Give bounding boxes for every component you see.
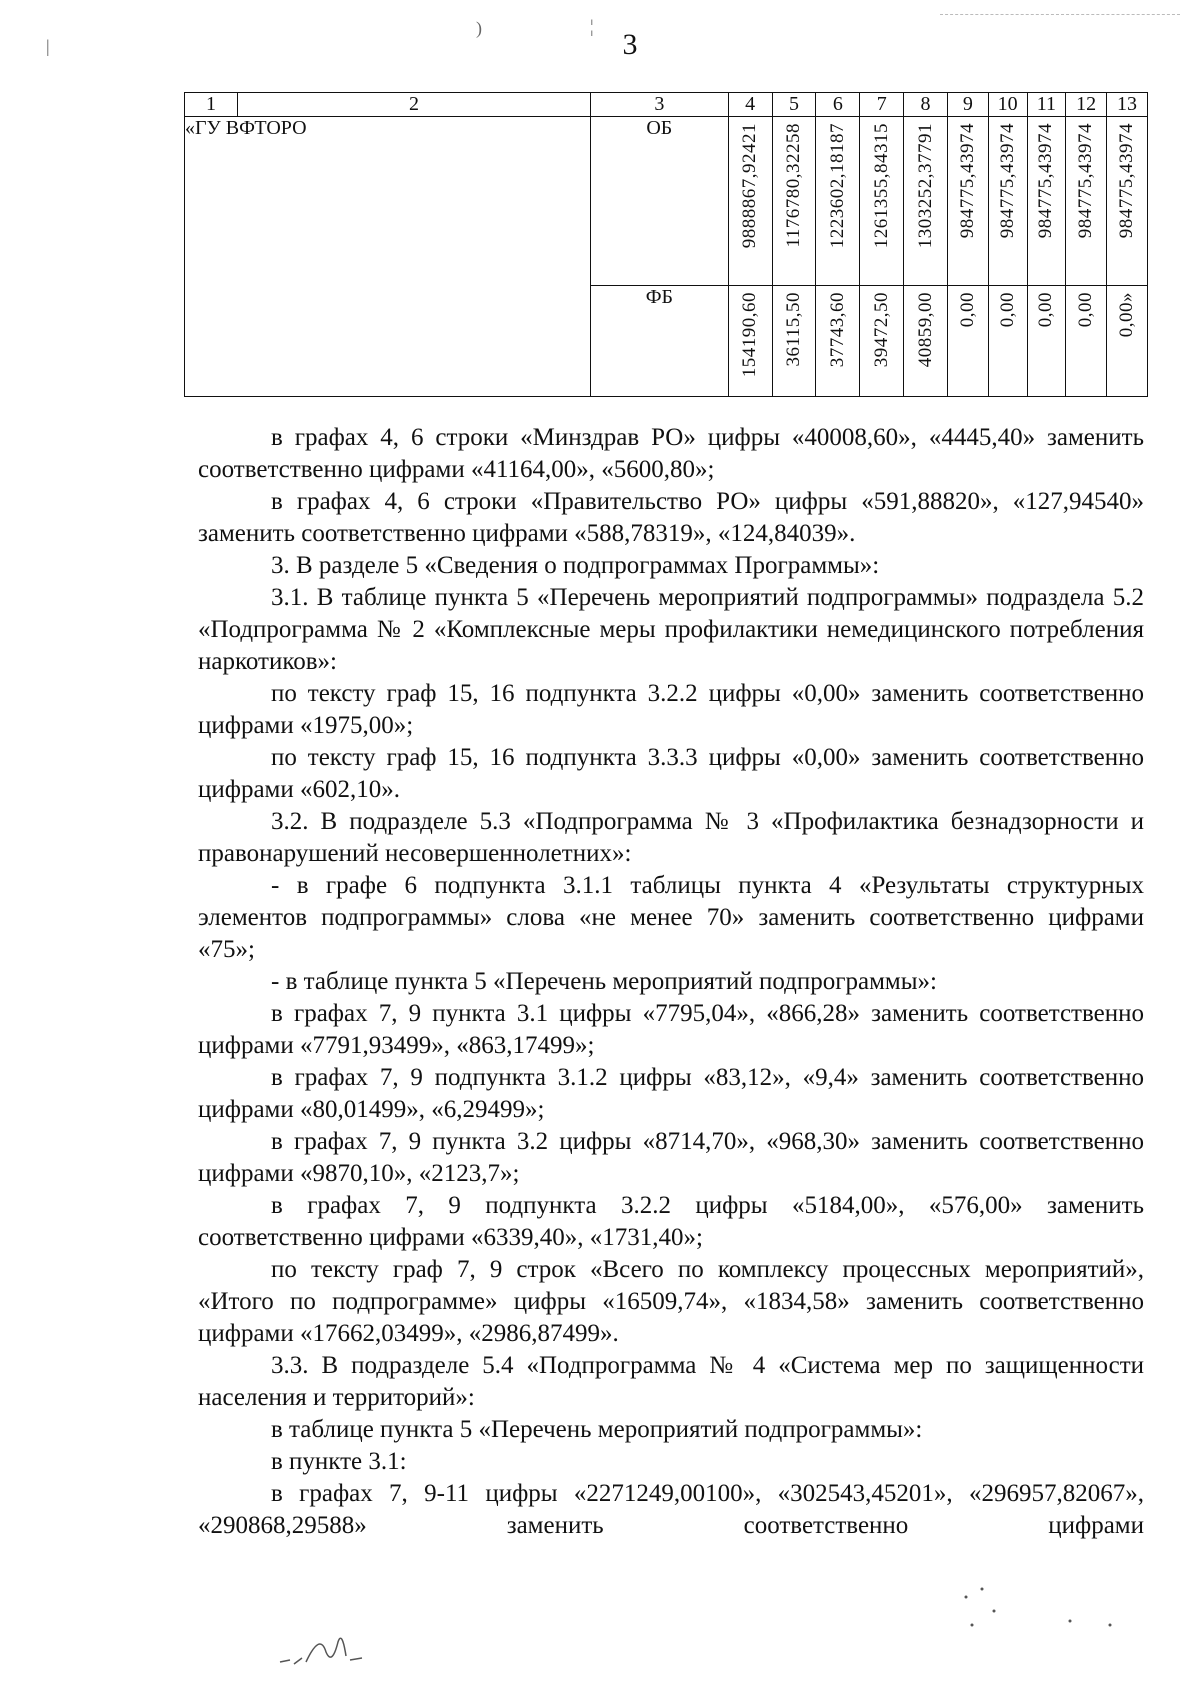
value-text: 0,00 <box>956 292 978 328</box>
value-text: 39472,50 <box>870 292 892 368</box>
column-number: 2 <box>238 93 591 117</box>
paragraph: 3. В разделе 5 «Сведения о подпрограммах Программы»: <box>271 552 880 579</box>
value-text: 1176780,32258 <box>782 123 804 248</box>
value-cell <box>816 286 860 397</box>
paragraph: по тексту граф 7, 9 строк «Всего по комплексу процессных мероприятий», «Итого по подпрограмме» цифры «16509,74», «1834,58» заменить соответственно цифрами «17662,03499», «2986,87499». <box>198 1256 1144 1347</box>
scan-artifact-mark: ¦ <box>590 16 594 36</box>
value-text: 984775,43974 <box>1035 123 1057 239</box>
value-cell <box>904 117 948 286</box>
paragraph: по тексту граф 15, 16 подпункта 3.3.3 цифры «0,00» заменить соответственно цифрами «602,10». <box>198 744 1144 803</box>
column-number: 10 <box>988 93 1027 117</box>
paragraph: 3.2. В подразделе 5.3 «Подпрограмма № 3 «Профилактика безнадзорности и правонарушений несовершеннолетних»: <box>198 808 1144 867</box>
scan-artifact-line <box>940 14 1180 15</box>
value-cell <box>772 286 816 397</box>
value-text: 984775,43974 <box>1075 123 1097 239</box>
column-number: 12 <box>1066 93 1107 117</box>
value-text: 1261355,84315 <box>870 123 892 249</box>
value-cell <box>988 286 1027 397</box>
value-text: 984775,43974 <box>1116 123 1138 239</box>
page-number: 3 <box>622 28 638 61</box>
value-cell <box>1066 286 1107 397</box>
table-header-row <box>185 93 1148 117</box>
value-text: 40859,00 <box>914 292 936 368</box>
value-text: 9888867,92421 <box>739 123 761 249</box>
value-cell <box>816 117 860 286</box>
column-number: 13 <box>1107 93 1148 117</box>
value-cell <box>904 286 948 397</box>
paragraph: по тексту граф 15, 16 подпункта 3.2.2 цифры «0,00» заменить соответственно цифрами «1975,00»; <box>198 680 1144 739</box>
value-cell <box>728 286 772 397</box>
signature-mark <box>276 1622 372 1672</box>
organization-cell: «ГУ ВФТОРО <box>185 117 591 397</box>
paragraph: - в графе 6 подпункта 3.1.1 таблицы пункта 4 «Результаты структурных элементов подпрограммы» слова «не менее 70» заменить соответственно цифрами «75»; <box>198 872 1144 963</box>
value-text: 36115,50 <box>782 292 804 367</box>
value-text: 1223602,18187 <box>826 123 848 249</box>
value-text: 984775,43974 <box>956 123 978 239</box>
paragraph: в таблице пункта 5 «Перечень мероприятий подпрограммы»: <box>271 1416 923 1443</box>
value-cell <box>860 286 904 397</box>
value-cell <box>728 117 772 286</box>
funding-source-cell: ОБ <box>590 117 728 286</box>
scan-artifact-dots <box>960 1585 1160 1645</box>
value-cell <box>947 117 988 286</box>
value-cell <box>1066 117 1107 286</box>
value-cell <box>772 117 816 286</box>
column-number: 7 <box>860 93 904 117</box>
value-text: 0,00 <box>1035 292 1057 328</box>
value-text: 1303252,37791 <box>914 123 936 249</box>
value-text: 37743,60 <box>826 292 848 368</box>
value-cell <box>988 117 1027 286</box>
paragraph: в графах 7, 9-11 цифры «2271249,00100», «302543,45201», «296957,82067», «290868,29588» заменить соответственно цифрами <box>198 1480 1144 1539</box>
paragraph: 3.3. В подразделе 5.4 «Подпрограмма № 4 «Система мер по защищенности населения и территорий»: <box>198 1352 1144 1411</box>
column-number: 6 <box>816 93 860 117</box>
table-row <box>185 117 1148 286</box>
column-number: 11 <box>1027 93 1066 117</box>
document-body <box>198 422 1144 1542</box>
funding-source-cell: ФБ <box>590 286 728 397</box>
scan-artifact-mark: | <box>46 36 50 56</box>
paragraph: в графах 4, 6 строки «Минздрав РО» цифры «40008,60», «4445,40» заменить соответственно цифрами «41164,00», «5600,80»; <box>198 424 1144 483</box>
value-cell <box>1027 117 1066 286</box>
column-number: 9 <box>947 93 988 117</box>
value-cell <box>1027 286 1066 397</box>
value-cell <box>860 117 904 286</box>
paragraph: в графах 7, 9 подпункта 3.2.2 цифры «5184,00», «576,00» заменить соответственно цифрами «6339,40», «1731,40»; <box>198 1192 1144 1251</box>
column-number: 4 <box>728 93 772 117</box>
value-text: 0,00 <box>1075 292 1097 328</box>
scan-artifact-mark: ) <box>476 18 482 38</box>
paragraph: в графах 7, 9 подпункта 3.1.2 цифры «83,12», «9,4» заменить соответственно цифрами «80,01499», «6,29499»; <box>198 1064 1144 1123</box>
value-text: 0,00» <box>1116 292 1138 338</box>
column-number: 8 <box>904 93 948 117</box>
column-number: 1 <box>185 93 238 117</box>
paragraph: в графах 4, 6 строки «Правительство РО» цифры «591,88820», «127,94540» заменить соответственно цифрами «588,78319», «124,84039». <box>198 488 1144 547</box>
value-text: 984775,43974 <box>996 123 1018 239</box>
value-cell <box>947 286 988 397</box>
value-text: 154190,60 <box>739 292 761 378</box>
value-cell <box>1107 117 1148 286</box>
paragraph: в графах 7, 9 пункта 3.1 цифры «7795,04», «866,28» заменить соответственно цифрами «7791,93499», «863,17499»; <box>198 1000 1144 1059</box>
paragraph: 3.1. В таблице пункта 5 «Перечень мероприятий подпрограммы» подраздела 5.2 «Подпрограмма № 2 «Комплексные меры профилактики немедицинского потребления наркотиков»: <box>198 584 1144 675</box>
paragraph: - в таблице пункта 5 «Перечень мероприятий подпрограммы»: <box>271 968 937 995</box>
value-cell <box>1107 286 1148 397</box>
value-text: 0,00 <box>996 292 1018 328</box>
column-number: 3 <box>590 93 728 117</box>
paragraph: в графах 7, 9 пункта 3.2 цифры «8714,70», «968,30» заменить соответственно цифрами «9870,10», «2123,7»; <box>198 1128 1144 1187</box>
column-number: 5 <box>772 93 816 117</box>
budget-table <box>184 92 1148 397</box>
paragraph: в пункте 3.1: <box>271 1448 407 1475</box>
